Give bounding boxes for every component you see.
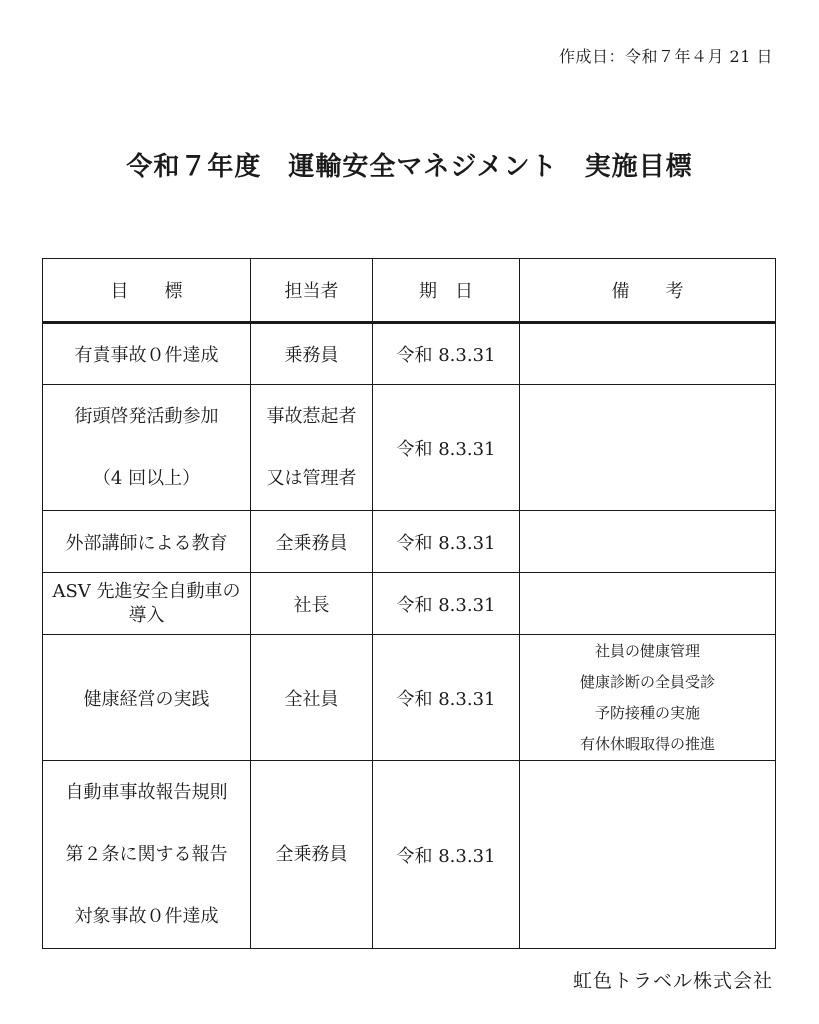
note-text: 社員の健康管理	[594, 641, 700, 660]
goal-text: 導入	[128, 604, 165, 626]
deadline-cell: 令和 8.3.31	[373, 761, 520, 949]
goal-text: 健康経営の実践	[83, 688, 210, 710]
goal-text: （4 回以上）	[92, 467, 201, 489]
owner-cell	[251, 511, 373, 573]
notes-cell	[520, 635, 776, 761]
page-title: 令和７年度 運輸安全マネジメント 実施目標	[126, 152, 693, 182]
column-header-owner: 担当者	[251, 259, 373, 323]
company-name: 虹色トラベル株式会社	[572, 970, 773, 992]
table-row	[43, 635, 776, 761]
note-text: 有休休暇取得の推進	[579, 734, 715, 753]
deadline-cell: 令和 8.3.31	[373, 323, 520, 385]
goal-text: 外部講師による教育	[65, 532, 228, 554]
goal-text: 有責事故０件達成	[74, 345, 219, 366]
owner-text: 乗務員	[284, 345, 339, 366]
goal-cell	[43, 323, 251, 385]
table-row	[43, 573, 776, 635]
deadline-cell: 令和 8.3.31	[373, 635, 520, 761]
column-header-notes: 備 考	[520, 259, 776, 323]
notes-cell	[520, 385, 776, 511]
owner-text: 又は管理者	[266, 467, 357, 489]
owner-text: 事故惹起者	[266, 405, 357, 427]
notes-cell	[520, 323, 776, 385]
goal-text: ASV 先進安全自動車の	[52, 580, 241, 602]
goal-cell	[43, 635, 251, 761]
table-row	[43, 385, 776, 511]
owner-cell	[251, 635, 373, 761]
owner-cell	[251, 573, 373, 635]
created-date: 作成日：令和７年４月 21 日	[558, 47, 773, 66]
goal-cell	[43, 573, 251, 635]
goal-text: 第２条に関する報告	[65, 843, 228, 865]
table-row	[43, 511, 776, 573]
owner-cell	[251, 761, 373, 949]
owner-cell	[251, 323, 373, 385]
table-row	[43, 323, 776, 385]
owner-text: 全社員	[284, 688, 339, 710]
owner-text: 全乗務員	[275, 843, 348, 865]
goal-cell	[43, 511, 251, 573]
goal-text: 対象事故０件達成	[74, 905, 219, 927]
deadline-cell: 令和 8.3.31	[373, 511, 520, 573]
column-header-goal: 目 標	[43, 259, 251, 323]
goals-table	[42, 258, 776, 949]
column-header-deadline: 期 日	[373, 259, 520, 323]
table-header-row	[43, 259, 776, 323]
note-text: 予防接種の実施	[594, 703, 700, 722]
goal-text: 自動車事故報告規則	[65, 781, 228, 803]
deadline-cell: 令和 8.3.31	[373, 573, 520, 635]
note-text: 健康診断の全員受診	[579, 672, 715, 691]
goal-cell	[43, 385, 251, 511]
owner-text: 全乗務員	[275, 532, 348, 554]
owner-text: 社長	[293, 594, 330, 616]
goal-text: 街頭啓発活動参加	[74, 405, 219, 427]
notes-cell	[520, 573, 776, 635]
table-row	[43, 761, 776, 949]
notes-cell	[520, 511, 776, 573]
goal-cell	[43, 761, 251, 949]
notes-cell	[520, 761, 776, 949]
owner-cell	[251, 385, 373, 511]
deadline-cell: 令和 8.3.31	[373, 385, 520, 511]
